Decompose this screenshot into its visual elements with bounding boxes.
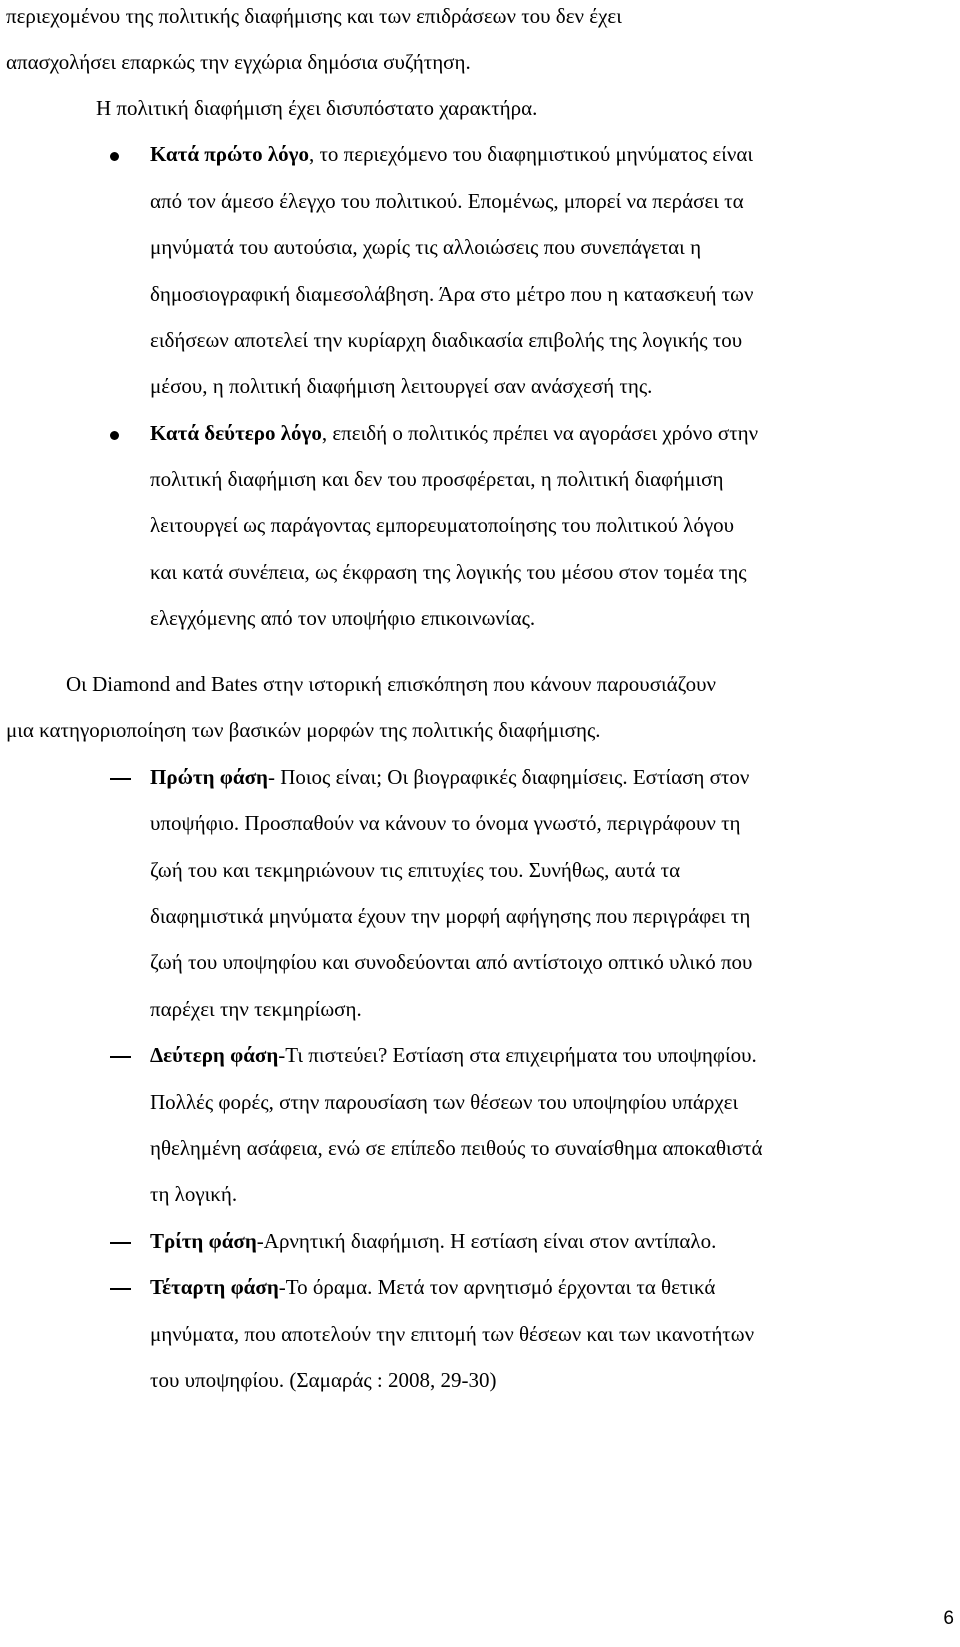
phase-line: ζωή του υποψηφίου και συνοδεύονται από αντίστοιχο οπτικό υλικό που xyxy=(150,950,753,974)
phase-line: Πολλές φορές, στην παρουσίαση των θέσεων του υποψηφίου υπάρχει xyxy=(150,1090,739,1114)
phase-line: τη λογική. xyxy=(150,1182,238,1206)
bullet-line: λειτουργεί ως παράγοντας εμπορευματοποίησης του πολιτικού λόγου xyxy=(150,513,735,537)
phase-line: μηνύματα, που αποτελούν την επιτομή των θέσεων και των ικανοτήτων xyxy=(150,1322,755,1346)
phase-line: υποψήφιο. Προσπαθούν να κάνουν το όνομα γνωστό, περιγράφουν τη xyxy=(150,811,741,835)
bullet-icon xyxy=(110,152,119,161)
dual-character-line: Η πολιτική διαφήμιση έχει δισυπόστατο χαρακτήρα. xyxy=(96,96,538,120)
intro-line: απασχολήσει επαρκώς την εγχώρια δημόσια συζήτηση. xyxy=(6,50,471,74)
bullet-first-line xyxy=(150,142,753,166)
bullet-first-line xyxy=(150,421,758,445)
phase-first-line xyxy=(150,765,749,789)
page-number: 6 xyxy=(943,1608,954,1629)
phase-bold-label: Τέταρτη φάση xyxy=(150,1275,279,1299)
phase-bold-label: Τρίτη φάση xyxy=(150,1229,257,1253)
bullet-line: μέσου, η πολιτική διαφήμιση λειτουργεί σαν ανάσχεσή της. xyxy=(150,374,653,398)
bullet-bold-label: Κατά δεύτερο λόγο xyxy=(150,421,322,445)
dash-bullet-icon xyxy=(110,778,131,780)
phase-bold-label: Δεύτερη φάση xyxy=(150,1043,279,1067)
bullet-line: μηνύματά του αυτούσια, χωρίς τις αλλοιώσεις που συνεπάγεται η xyxy=(150,235,702,259)
phase-text: -Τι πιστεύει? Εστίαση στα επιχειρήματα του υποψηφίου. xyxy=(278,1043,757,1067)
phase-text: -Αρνητική διαφήμιση. Η εστίαση είναι στον αντίπαλο. xyxy=(256,1229,717,1253)
dash-bullet-icon xyxy=(110,1288,131,1290)
phase-first-line xyxy=(150,1229,716,1253)
bullet-line: ειδήσεων αποτελεί την κυρίαρχη διαδικασία επιβολής της λογικής του xyxy=(150,328,743,352)
bullet-line: από τον άμεσο έλεγχο του πολιτικού. Επομένως, μπορεί να περάσει τα xyxy=(150,189,744,213)
bullet-line: πολιτική διαφήμιση και δεν του προσφέρεται, η πολιτική διαφήμιση xyxy=(150,467,724,491)
phase-text: - Ποιος είναι; Οι βιογραφικές διαφημίσεις. Εστίαση στον xyxy=(267,765,750,789)
phase-line: διαφημιστικά μηνύματα έχουν την μορφή αφήγησης που περιγράφει τη xyxy=(150,904,751,928)
dash-bullet-icon xyxy=(110,1056,131,1058)
phase-bold-label: Πρώτη φάση xyxy=(150,765,268,789)
bullet-text: , επειδή ο πολιτικός πρέπει να αγοράσει χρόνο στην xyxy=(321,421,759,445)
dash-bullet-icon xyxy=(110,1242,131,1244)
phase-text: -Το όραμα. Μετά τον αρνητισμό έρχονται τα θετικά xyxy=(278,1275,716,1299)
bullet-icon xyxy=(110,431,119,440)
paragraph-line: Οι Diamond and Bates στην ιστορική επισκόπηση που κάνουν παρουσιάζουν xyxy=(66,672,716,696)
bullet-bold-label: Κατά πρώτο λόγο xyxy=(150,142,309,166)
phase-line: παρέχει την τεκμηρίωση. xyxy=(150,997,362,1021)
bullet-line: και κατά συνέπεια, ως έκφραση της λογικής του μέσου στον τομέα της xyxy=(150,560,747,584)
bullet-line: ελεγχόμενης από τον υποψήφιο επικοινωνίας. xyxy=(150,606,536,630)
intro-line: περιεχομένου της πολιτικής διαφήμισης και των επιδράσεων του δεν έχει xyxy=(6,4,622,28)
phase-first-line xyxy=(150,1043,757,1067)
bullet-text: , το περιεχόμενο του διαφημιστικού μηνύματος είναι xyxy=(308,142,754,166)
phase-first-line xyxy=(150,1275,715,1299)
phase-line: ηθελημένη ασάφεια, ενώ σε επίπεδο πειθούς το συναίσθημα αποκαθιστά xyxy=(150,1136,763,1160)
phase-line: του υποψηφίου. (Σαμαράς : 2008, 29-30) xyxy=(150,1368,497,1392)
paragraph-line: μια κατηγοριοποίηση των βασικών μορφών της πολιτικής διαφήμισης. xyxy=(6,718,601,742)
phase-line: ζωή του και τεκμηριώνουν τις επιτυχίες του. Συνήθως, αυτά τα xyxy=(150,858,681,882)
bullet-line: δημοσιογραφική διαμεσολάβηση. Άρα στο μέτρο που η κατασκευή των xyxy=(150,282,754,306)
